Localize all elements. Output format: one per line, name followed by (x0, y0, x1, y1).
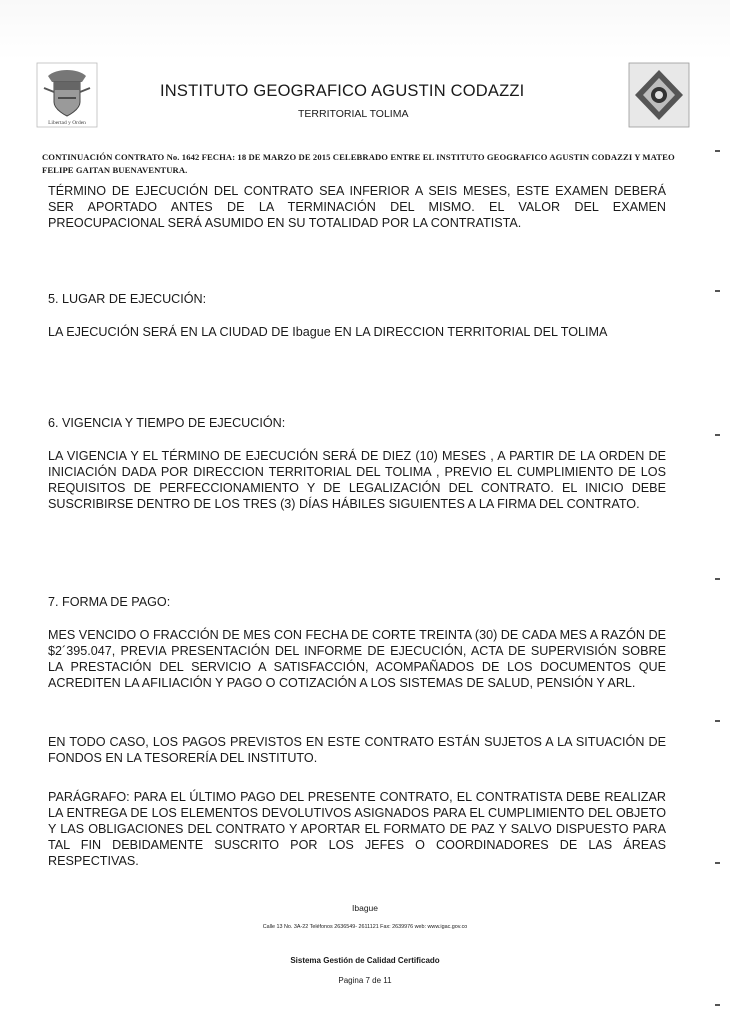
edge-mark (715, 720, 720, 722)
edge-mark (715, 290, 720, 292)
edge-mark (715, 1004, 720, 1006)
document-header (30, 58, 700, 136)
edge-mark (715, 578, 720, 580)
edge-mark (715, 434, 720, 436)
section-6-text: LA VIGENCIA Y EL TÉRMINO DE EJECUCIÓN SERÁ DE DIEZ (10) MESES , A PARTIR DE LA ORDEN DE INICIACIÓN DADA POR DIRECCION TERRITORIAL DEL TOLIMA , PREVIO EL CUMPLIMIENTO DE LOS REQUISITOS DE PERFECCIONAMIENTO Y DE LEGALIZACIÓN DEL CONTRATO. EL INICIO DEBE SUSCRIBIRSE DENTRO DE LOS TRES (3) DÍAS HÁBILES SIGUIENTES A LA FIRMA DEL CONTRATO. (48, 449, 666, 511)
colombia-shield-icon (36, 62, 98, 128)
section-7-heading: 7. FORMA DE PAGO: (48, 595, 171, 609)
paragraph-intro: TÉRMINO DE EJECUCIÓN DEL CONTRATO SEA INFERIOR A SEIS MESES, ESTE EXAMEN DEBERÁ SER APORTADO ANTES DE LA TERMINACIÓN DEL MISMO. EL VALOR DEL EXAMEN PREOCUPACIONAL SERÁ ASUMIDO EN SU TOTALIDAD POR LA CONTRATISTA. (48, 184, 666, 230)
footer-city: Ibague (352, 903, 378, 913)
igac-logo-icon (628, 62, 690, 128)
footer-quality-system: Sistema Gestión de Calidad Certificado (290, 956, 440, 965)
section-7-payment-text: MES VENCIDO O FRACCIÓN DE MES CON FECHA DE CORTE TREINTA (30) DE CADA MES A RAZÓN DE $2´395.047, PREVIA PRESENTACIÓN DEL INFORME DE EJECUCIÓN, ACTA DE SUPERVISIÓN SOBRE LA PRESTACIÓN DEL SERVICIO A SATISFACCIÓN, ACOMPAÑADOS DE LOS DOCUMENTOS QUE ACREDITEN LA AFILIACIÓN Y PAGO O COTIZACIÓN A LOS SISTEMAS DE SALUD, PENSIÓN Y ARL. (48, 628, 666, 690)
footer-address: Calle 13 No. 3A-22 Teléfonos 2636549- 2611121 Fax: 2639976 web: www.igac.gov.co (262, 924, 468, 930)
bleed-through-shadow (0, 0, 730, 60)
section-7-funds-text: EN TODO CASO, LOS PAGOS PREVISTOS EN ESTE CONTRATO ESTÁN SUJETOS A LA SITUACIÓN DE FONDOS EN LA TESORERÍA DEL INSTITUTO. (48, 735, 666, 765)
contract-reference: CONTINUACIÓN CONTRATO No. 1642 FECHA: 18 DE MARZO DE 2015 CELEBRADO ENTRE EL INSTITUTO GEOGRAFICO AGUSTIN CODAZZI Y MATEO FELIPE GAITAN BUENAVENTURA. (42, 152, 675, 175)
shield-motto: Libertad y Orden (48, 120, 86, 126)
section-6-heading: 6. VIGENCIA Y TIEMPO DE EJECUCIÓN: (48, 416, 286, 430)
page-number: Pagina 7 de 11 (338, 976, 392, 985)
territorial-name: TERRITORIAL TOLIMA (298, 108, 409, 120)
section-5-heading: 5. LUGAR DE EJECUCIÓN: (48, 292, 207, 306)
edge-mark (715, 862, 720, 864)
edge-mark (715, 150, 720, 152)
section-7-paragraph-text: PARÁGRAFO: PARA EL ÚLTIMO PAGO DEL PRESENTE CONTRATO, EL CONTRATISTA DEBE REALIZAR LA ENTREGA DE LOS ELEMENTOS DEVOLUTIVOS ASIGNADOS PARA EL CUMPLIMIENTO DEL OBJETO Y LAS OBLIGACIONES DEL CONTRATO Y APORTAR EL FORMATO DE PAZ Y SALVO DISPUESTO PARA TAL FIN DEBIDAMENTE SUSCRITO POR LOS JEFES O COORDINADORES DE LAS ÁREAS RESPECTIVAS. (48, 790, 666, 868)
section-5-text: LA EJECUCIÓN SERÁ EN LA CIUDAD DE Ibague EN LA DIRECCION TERRITORIAL DEL TOLIMA (48, 325, 608, 339)
institute-name: INSTITUTO GEOGRAFICO AGUSTIN CODAZZI (160, 82, 525, 100)
